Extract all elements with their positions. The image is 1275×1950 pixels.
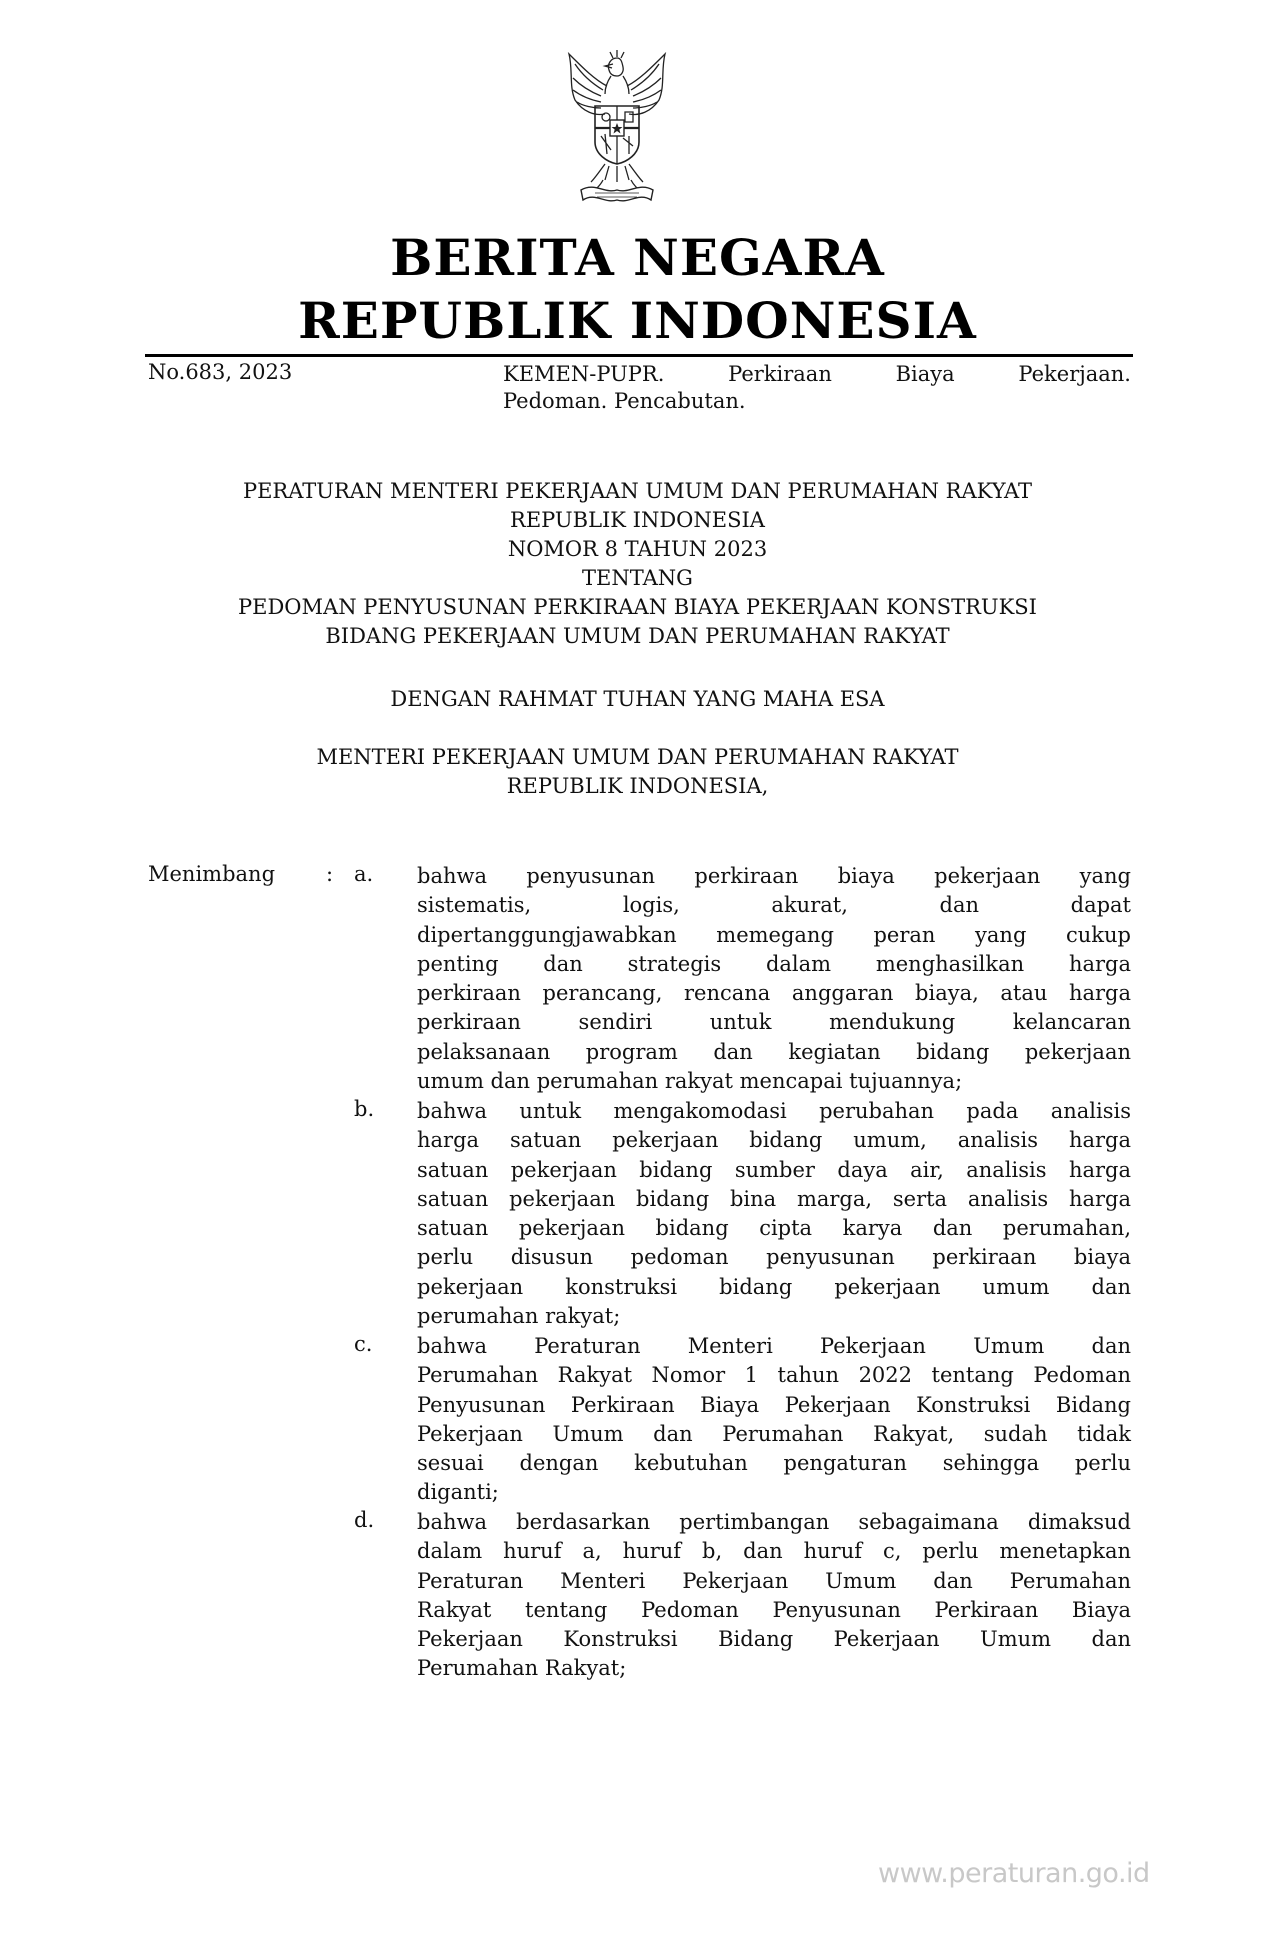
item-line: sistematis, logis, akurat, dan dapat	[417, 893, 1131, 918]
publication-topic-line2: Pedoman. Pencabutan.	[503, 389, 746, 413]
item-line: satuan pekerjaan bidang sumber daya air, analisis harga	[417, 1157, 1131, 1182]
item-line: bahwa berdasarkan pertimbangan sebagaimana dimaksud	[417, 1510, 1131, 1534]
item-line: Penyusunan Perkiraan Biaya Pekerjaan Konstruksi Bidang	[417, 1392, 1131, 1417]
item-line: pekerjaan konstruksi bidang pekerjaan umum dan	[417, 1274, 1131, 1299]
item-line: Perumahan Rakyat Nomor 1 tahun 2022 tentang Pedoman	[417, 1363, 1131, 1388]
item-letter: a.	[354, 862, 374, 886]
source-watermark: www.peraturan.go.id	[878, 1858, 1150, 1889]
regulation-line: PERATURAN MENTERI PEKERJAAN UMUM DAN PERUMAHAN RAKYAT	[242, 479, 1033, 503]
header-divider	[145, 354, 1133, 357]
regulation-line: REPUBLIK INDONESIA	[510, 508, 765, 532]
regulation-line: BIDANG PEKERJAAN UMUM DAN PERUMAHAN RAKYAT	[325, 624, 950, 648]
item-line: satuan pekerjaan bidang cipta karya dan perumahan,	[417, 1216, 1131, 1241]
item-line: Pekerjaan Konstruksi Bidang Pekerjaan Umum dan	[417, 1627, 1131, 1652]
item-letter: d.	[354, 1508, 375, 1532]
considering-item-a	[417, 862, 1131, 1096]
item-line: pelaksanaan program dan kegiatan bidang pekerjaan	[417, 1039, 1131, 1064]
publication-number: No.683, 2023	[148, 360, 293, 384]
item-line: perkiraan perancang, rencana anggaran biaya, atau harga	[417, 981, 1131, 1006]
regulation-line: NOMOR 8 TAHUN 2023	[507, 537, 768, 561]
considering-item-d	[417, 1508, 1131, 1684]
regulation-line: TENTANG	[582, 566, 693, 590]
item-line: satuan pekerjaan bidang bina marga, serta analisis harga	[417, 1186, 1131, 1211]
regulation-heading	[0, 477, 1275, 651]
garuda-emblem-icon	[555, 50, 680, 210]
item-letter: b.	[354, 1097, 375, 1121]
item-line: sesuai dengan kebutuhan pengaturan sehingga perlu	[417, 1451, 1131, 1476]
item-line: diganti;	[417, 1480, 499, 1505]
item-letter: c.	[354, 1332, 373, 1356]
item-line: penting dan strategis dalam menghasilkan harga	[417, 951, 1131, 976]
considering-label: Menimbang	[148, 862, 276, 886]
item-line: dipertanggungjawabkan memegang peran yang cukup	[417, 922, 1131, 947]
blessing-text: DENGAN RAHMAT TUHAN YANG MAHA ESA	[390, 687, 885, 711]
document-title-line2: REPUBLIK INDONESIA	[298, 291, 977, 350]
publication-topic-line1: KEMEN-PUPR. Perkiraan Biaya Pekerjaan.	[503, 362, 1131, 386]
item-line: bahwa penyusunan perkiraan biaya pekerjaan yang	[417, 864, 1131, 888]
item-line: Perumahan Rakyat;	[417, 1656, 627, 1681]
minister-line: REPUBLIK INDONESIA,	[506, 774, 769, 798]
item-line: perlu disusun pedoman penyusunan perkiraan biaya	[417, 1245, 1131, 1270]
document-title-line1: BERITA NEGARA	[390, 228, 885, 287]
considering-item-c	[417, 1332, 1131, 1508]
item-line: bahwa Peraturan Menteri Pekerjaan Umum dan	[417, 1334, 1131, 1358]
item-line: Rakyat tentang Pedoman Penyusunan Perkiraan Biaya	[417, 1597, 1131, 1622]
minister-heading	[0, 743, 1275, 801]
item-line: perkiraan sendiri untuk mendukung kelancaran	[417, 1010, 1131, 1035]
item-line: perumahan rakyat;	[417, 1304, 621, 1329]
considering-colon: :	[326, 862, 334, 886]
item-line: Pekerjaan Umum dan Perumahan Rakyat, sudah tidak	[417, 1421, 1131, 1446]
regulation-line: PEDOMAN PENYUSUNAN PERKIRAAN BIAYA PEKERJAAN KONSTRUKSI	[238, 595, 1037, 619]
item-line: umum dan perumahan rakyat mencapai tujuannya;	[417, 1069, 963, 1094]
item-line: dalam huruf a, huruf b, dan huruf c, perlu menetapkan	[417, 1539, 1131, 1564]
item-line: bahwa untuk mengakomodasi perubahan pada analisis	[417, 1099, 1131, 1123]
item-line: harga satuan pekerjaan bidang umum, analisis harga	[417, 1128, 1131, 1153]
considering-item-b	[417, 1097, 1131, 1331]
minister-line: MENTERI PEKERJAAN UMUM DAN PERUMAHAN RAKYAT	[316, 745, 959, 769]
item-line: Peraturan Menteri Pekerjaan Umum dan Perumahan	[417, 1568, 1131, 1593]
